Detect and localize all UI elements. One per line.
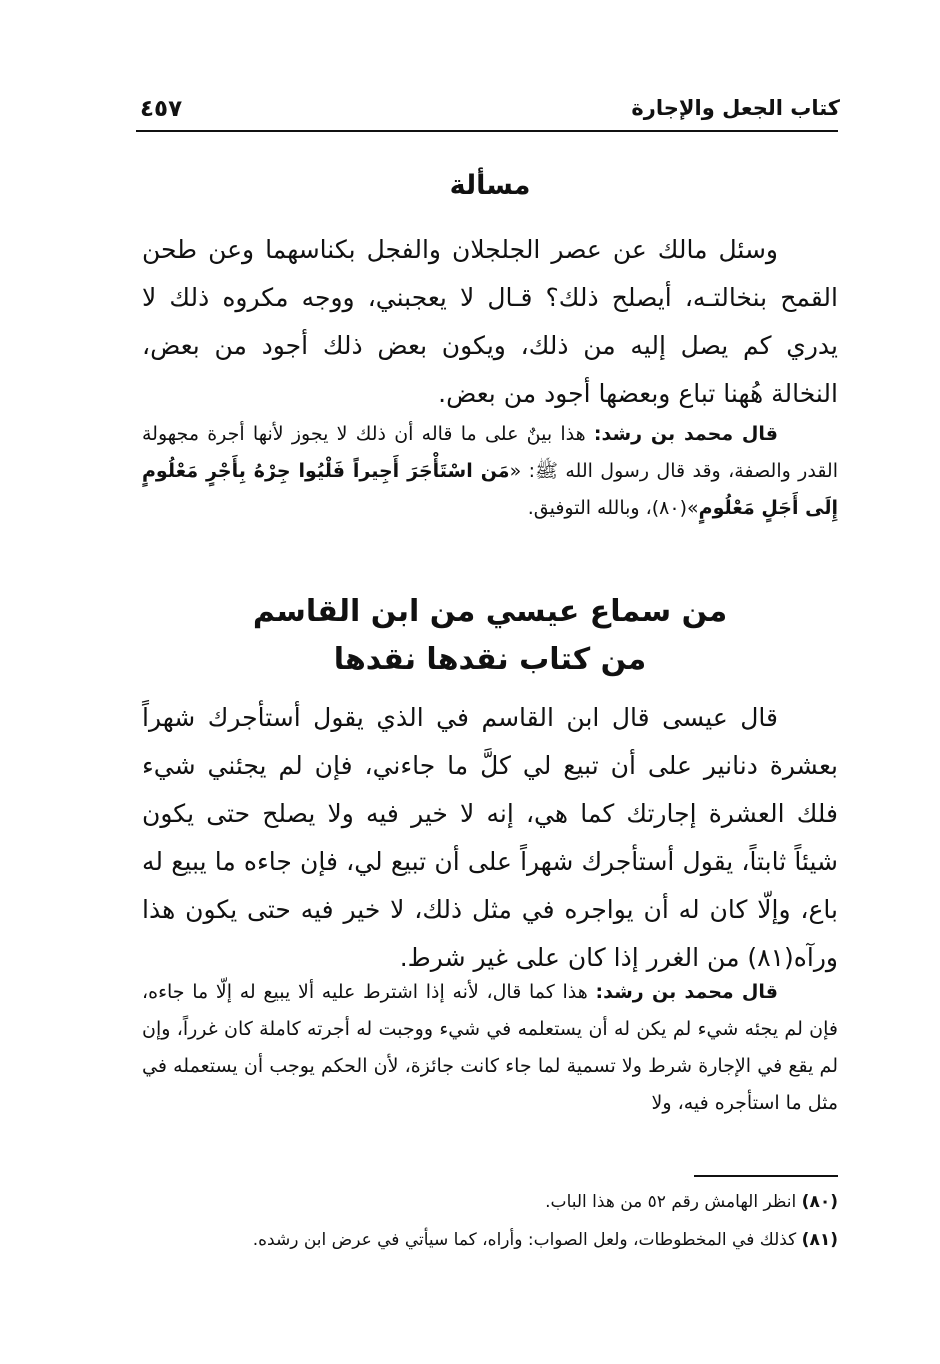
- commentary-text: هذا بينٌ على ما قاله أن ذلك لا يجوز لأنها أجرة مجهولة القدر والصفة، وقد قال رسول الله ﷺ: «: [142, 423, 838, 482]
- page-number: ٤٥٧: [140, 96, 183, 122]
- hadith-quote: مَن اسْتَأْجَرَ أَجِيراً فَلْيُوا جِرْهُ بِأَجْرٍ مَعْلُومٍ إِلَى أَجَلٍ مَعْلُومٍ: [142, 460, 838, 519]
- footnote-number: (٨١): [801, 1230, 838, 1250]
- footnote: [253, 1230, 838, 1250]
- footnote: [545, 1192, 838, 1212]
- footnote-number: (٨٠): [801, 1192, 838, 1212]
- footnote-text: انظر الهامش رقم ٥٢ من هذا الباب.: [545, 1192, 802, 1212]
- masala-paragraph: وسئل مالك عن عصر الجلجلان والفجل بكناسهما وعن طحن القمح بنخالتـه، أيصلح ذلك؟ قـال لا يعجبني، ووجه مكروه ذلك لا يدري كم يصل إليه من ذلك، ويكون بعض ذلك أجود من بعض، النخالة هُهنا تباع وبعضها أجود من بعض.: [142, 235, 838, 408]
- running-title: كتاب الجعل والإجارة: [631, 96, 840, 120]
- section-heading-line-1: من سماع عيسي من ابن القاسم: [252, 594, 728, 629]
- section-heading-masala: مسألة: [449, 170, 531, 201]
- commentary-text: هذا كما قال، لأنه إذا اشترط عليه ألا يبيع له إلّا ما جاءه، فإن لم يجئه شيء لم يكن له أن يستعلمه في شيء ووجبت له أجرته كاملة كان غرراً، وإن لم يقع في الإجارة شرط ولا تسمية لما جاء كانت جائزة، لأن الحكم يوجب أن يستعمله في مثل ما استأجره فيه، ولا: [142, 981, 838, 1114]
- footnote-rule: [694, 1175, 838, 1177]
- ibn-rushd-commentary-1: [142, 416, 838, 527]
- commentary-speaker: قال محمد بن رشد:: [593, 423, 778, 445]
- footnote-text: كذلك في المخطوطات، ولعل الصواب: وأراه، كما سيأتي في عرض ابن رشده.: [252, 1230, 802, 1250]
- commentary-text-end: »(٨٠)، وبالله التوفيق.: [527, 497, 699, 519]
- isa-paragraph: قال عيسى قال ابن القاسم في الذي يقول أستأجرك شهراً بعشرة دنانير على أن تبيع لي كلَّ ما جاءني، فإن لم يجئني شيء فلك العشرة إجارتك كما هي، إنه لا خير فيه ولا يصلح حتى يكون شيئاً ثابتاً، يقول أستأجرك شهراً على أن تبيع لي، فإن جاءه ما يبيع له باع، وإلّا كان له أن يواجره في مثل ذلك، لا خير فيه حتى يكون هذا ورآه(٨١) من الغرر إذا كان على غير شرط.: [142, 703, 838, 972]
- commentary-speaker: قال محمد بن رشد:: [595, 981, 778, 1003]
- header-rule: [136, 130, 838, 132]
- ibn-rushd-commentary-2: [142, 974, 838, 1122]
- section-heading-line-2: من كتاب نقدها نقدها: [333, 642, 647, 677]
- section-heading-sama: [142, 588, 838, 684]
